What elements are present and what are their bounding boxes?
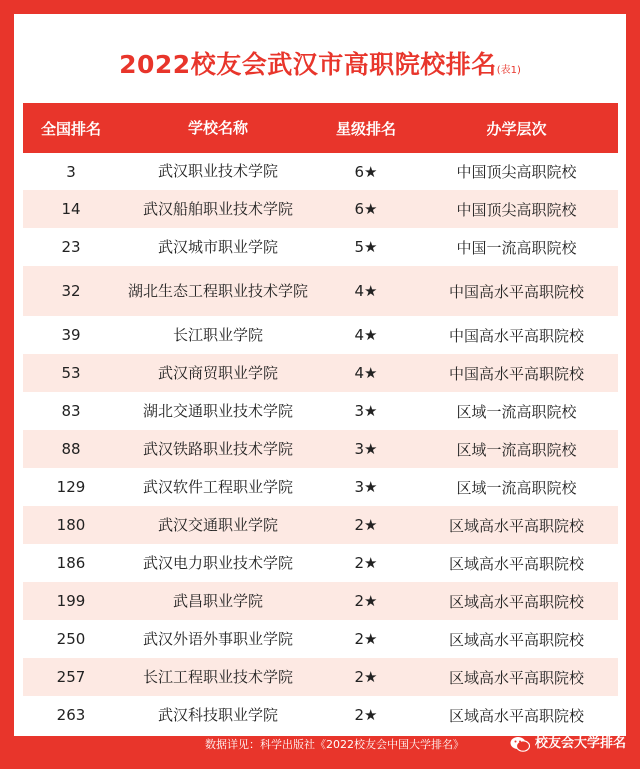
header-level: 办学层次 xyxy=(486,119,547,138)
cell-level: 中国一流高职院校 xyxy=(456,238,577,257)
cell-star: 2★ xyxy=(354,706,378,724)
table-row xyxy=(23,354,618,392)
cell-star: 3★ xyxy=(354,440,378,458)
cell-school: 武汉职业技术学院 xyxy=(157,162,278,180)
cell-star: 2★ xyxy=(354,668,378,686)
cell-school: 湖北交通职业技术学院 xyxy=(142,401,293,420)
cell-level: 中国顶尖高职院校 xyxy=(456,200,577,219)
cell-rank: 23 xyxy=(61,238,81,256)
page-title xyxy=(14,48,626,88)
cell-school: 武汉商贸职业学院 xyxy=(157,363,278,382)
cell-rank: 14 xyxy=(61,200,81,218)
cell-school: 武汉外语外事职业学院 xyxy=(142,629,293,648)
cell-level: 中国高水平高职院校 xyxy=(448,326,584,345)
table-row xyxy=(23,582,618,620)
cell-level: 区域高水平高职院校 xyxy=(448,630,584,649)
table-row xyxy=(23,658,618,696)
cell-level: 区域一流高职院校 xyxy=(456,402,577,421)
footer xyxy=(0,736,640,769)
header-star: 星级排名 xyxy=(335,119,396,138)
table-row xyxy=(23,620,618,658)
cell-level: 区域高水平高职院校 xyxy=(448,516,584,535)
cell-level: 中国顶尖高职院校 xyxy=(456,163,577,181)
footer-source: 数据详见：科学出版社《2022校友会中国大学排名》 xyxy=(205,738,464,751)
cell-rank: 263 xyxy=(56,706,86,724)
table-row xyxy=(23,266,618,316)
wechat-icon xyxy=(510,736,530,752)
table-header xyxy=(23,103,618,153)
table-row xyxy=(23,696,618,734)
cell-star: 6★ xyxy=(354,200,378,218)
cell-level: 区域一流高职院校 xyxy=(456,440,577,459)
cell-rank: 250 xyxy=(56,630,86,648)
cell-level: 中国高水平高职院校 xyxy=(448,364,584,383)
cell-school: 武昌职业学院 xyxy=(172,591,263,610)
cell-star: 4★ xyxy=(354,282,378,300)
table-row xyxy=(23,392,618,430)
header-rank: 全国排名 xyxy=(40,119,101,138)
cell-level: 区域一流高职院校 xyxy=(456,478,577,497)
cell-school: 武汉铁路职业技术学院 xyxy=(142,439,293,458)
cell-level: 区域高水平高职院校 xyxy=(448,668,584,687)
cell-star: 2★ xyxy=(354,554,378,572)
cell-star: 2★ xyxy=(354,592,378,610)
ranking-table xyxy=(23,103,618,734)
cell-school: 武汉科技职业学院 xyxy=(157,705,278,724)
table-body xyxy=(23,153,618,734)
cell-rank: 180 xyxy=(56,516,86,534)
cell-level: 中国高水平高职院校 xyxy=(448,282,584,301)
table-row xyxy=(23,506,618,544)
cell-rank: 199 xyxy=(56,592,86,610)
cell-star: 4★ xyxy=(354,326,378,344)
watermark-text: 校友会大学排名 xyxy=(534,736,626,751)
cell-school: 武汉城市职业学院 xyxy=(157,237,278,256)
table-row xyxy=(23,468,618,506)
cell-school: 武汉电力职业技术学院 xyxy=(142,553,293,572)
table-row xyxy=(23,430,618,468)
cell-school: 武汉软件工程职业学院 xyxy=(142,477,293,496)
cell-star: 4★ xyxy=(354,364,378,382)
table-row xyxy=(23,153,618,190)
table-row xyxy=(23,316,618,354)
cell-rank: 83 xyxy=(61,402,81,420)
table-row xyxy=(23,190,618,228)
cell-rank: 88 xyxy=(61,440,81,458)
cell-level: 区域高水平高职院校 xyxy=(448,554,584,573)
cell-star: 5★ xyxy=(354,238,378,256)
cell-rank: 129 xyxy=(56,478,86,496)
cell-star: 2★ xyxy=(354,516,378,534)
cell-level: 区域高水平高职院校 xyxy=(448,706,584,725)
header-school: 学校名称 xyxy=(187,118,248,137)
cell-rank: 3 xyxy=(66,162,76,181)
title-note: (表1) xyxy=(496,65,521,76)
ranking-card xyxy=(14,14,626,736)
cell-rank: 39 xyxy=(61,326,81,344)
cell-school: 长江工程职业技术学院 xyxy=(142,667,293,686)
cell-school: 武汉船舶职业技术学院 xyxy=(142,199,293,218)
cell-school: 长江职业学院 xyxy=(172,325,263,344)
cell-star: 2★ xyxy=(354,630,378,648)
cell-rank: 53 xyxy=(61,364,81,382)
cell-star: 3★ xyxy=(354,402,378,420)
cell-star: 6★ xyxy=(354,162,378,181)
table-row xyxy=(23,544,618,582)
watermark xyxy=(510,736,626,752)
cell-school: 武汉交通职业学院 xyxy=(157,515,278,534)
cell-level: 区域高水平高职院校 xyxy=(448,592,584,611)
cell-star: 3★ xyxy=(354,478,378,496)
title-text: 2022校友会武汉市高职院校排名 xyxy=(119,50,497,79)
cell-rank: 257 xyxy=(56,668,86,686)
cell-rank: 186 xyxy=(56,554,86,572)
cell-school: 湖北生态工程职业技术学院 xyxy=(127,281,308,300)
cell-rank: 32 xyxy=(61,282,81,300)
table-row xyxy=(23,228,618,266)
